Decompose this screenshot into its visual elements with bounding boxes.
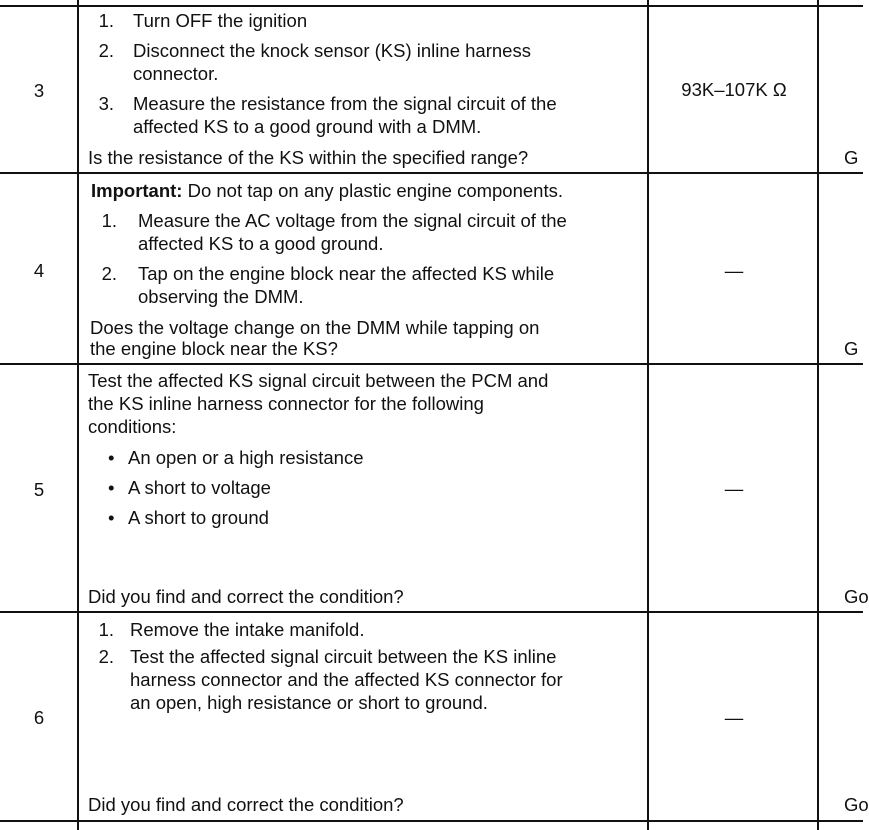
step-text: Tap on the engine block near the affected KS while bbox=[138, 263, 555, 284]
row-divider bbox=[0, 363, 863, 365]
question-text: Did you find and correct the condition? bbox=[88, 586, 404, 607]
question-text: Did you find and correct the condition? bbox=[88, 794, 404, 815]
intro-text: the KS inline harness connector for the following bbox=[88, 393, 484, 414]
step-text: Remove the intake manifold. bbox=[130, 619, 365, 640]
bullet-icon: • bbox=[108, 447, 115, 468]
row-divider bbox=[0, 820, 863, 822]
step-index: 3. bbox=[98, 93, 114, 114]
intro-text: conditions: bbox=[88, 416, 177, 437]
row-divider bbox=[0, 611, 863, 613]
specified-value: — bbox=[724, 260, 744, 281]
step-text-continued: observing the DMM. bbox=[138, 286, 304, 307]
bullet-icon: • bbox=[108, 507, 115, 528]
yes-column-text: Go bbox=[844, 586, 869, 607]
step-text: Measure the resistance from the signal circuit of the bbox=[133, 93, 557, 114]
yes-column-text: G bbox=[844, 338, 859, 359]
column-divider bbox=[647, 0, 649, 830]
step-index: 2. bbox=[98, 646, 114, 667]
step-text-continued: connector. bbox=[133, 63, 219, 84]
step-text: Measure the AC voltage from the signal circuit of the bbox=[138, 210, 567, 231]
question-text: the engine block near the KS? bbox=[90, 338, 338, 359]
row-divider bbox=[0, 5, 863, 7]
step-text: Test the affected signal circuit between the KS inline bbox=[130, 646, 557, 667]
bullet-text: A short to ground bbox=[128, 507, 269, 528]
specified-value: 93K–107K Ω bbox=[681, 79, 787, 100]
step-index: 2. bbox=[101, 263, 117, 284]
important-note bbox=[91, 179, 563, 202]
step-text-continued: an open, high resistance or short to ground. bbox=[130, 692, 488, 713]
step-text-continued: harness connector and the affected KS connector for bbox=[130, 669, 563, 690]
bullet-text: A short to voltage bbox=[128, 477, 271, 498]
step-number: 6 bbox=[33, 707, 45, 728]
bullet-icon: • bbox=[108, 477, 115, 498]
step-index: 2. bbox=[98, 40, 114, 61]
row-divider bbox=[0, 172, 863, 174]
step-number: 3 bbox=[33, 80, 45, 101]
step-number: 5 bbox=[33, 479, 45, 500]
step-index: 1. bbox=[98, 619, 114, 640]
question-text: Does the voltage change on the DMM while tapping on bbox=[90, 317, 540, 338]
important-text: Do not tap on any plastic engine components. bbox=[187, 180, 563, 201]
step-text-continued: affected KS to a good ground. bbox=[138, 233, 384, 254]
step-text: Turn OFF the ignition bbox=[133, 10, 308, 31]
important-label: Important: bbox=[91, 180, 183, 201]
step-number: 4 bbox=[33, 260, 45, 281]
yes-column-text: Go bbox=[844, 794, 869, 815]
specified-value: — bbox=[724, 478, 744, 499]
step-text-continued: affected KS to a good ground with a DMM. bbox=[133, 116, 482, 137]
step-index: 1. bbox=[98, 10, 114, 31]
intro-text: Test the affected KS signal circuit between the PCM and bbox=[88, 370, 549, 391]
question-text: Is the resistance of the KS within the specified range? bbox=[88, 147, 529, 168]
specified-value: — bbox=[724, 707, 744, 728]
step-text: Disconnect the knock sensor (KS) inline harness bbox=[133, 40, 531, 61]
step-index: 1. bbox=[101, 210, 117, 231]
bullet-text: An open or a high resistance bbox=[128, 447, 364, 468]
yes-column-text: G bbox=[844, 147, 859, 168]
